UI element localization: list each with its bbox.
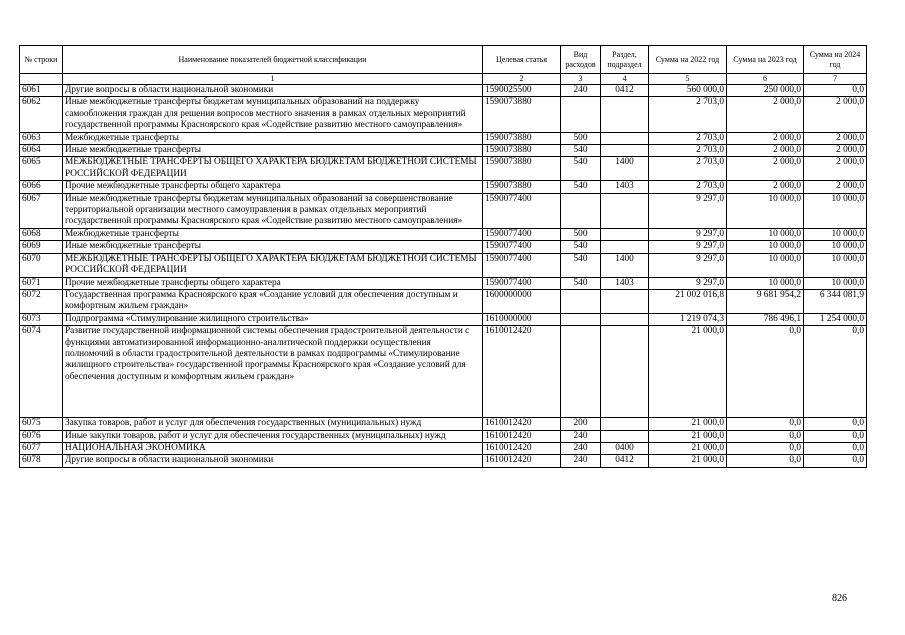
row-target: 1610012420 [483,442,561,454]
row-sum-2024: 6 344 081,9 [804,289,867,313]
row-sum-2022: 9 297,0 [649,193,727,228]
row-sum-2022: 9 297,0 [649,277,727,289]
row-sum-2023: 0,0 [727,430,804,442]
column-number: 1 [63,74,483,85]
row-expense-type [561,193,601,228]
row-sum-2023: 0,0 [727,455,804,467]
row-section: 0412 [601,455,649,467]
row-section: 1400 [601,253,649,277]
row-sum-2024: 10 000,0 [804,253,867,277]
row-number: 6078 [20,455,63,467]
table-row [20,193,867,228]
row-sum-2024: 2 000,0 [804,145,867,157]
row-expense-type [561,326,601,418]
table-row [20,132,867,144]
row-sum-2024: 2 000,0 [804,157,867,181]
row-number: 6070 [20,253,63,277]
row-section [601,132,649,144]
table-row [20,145,867,157]
row-section [601,430,649,442]
row-name: Подпрограмма «Стимулирование жилищного строительства» [63,313,483,325]
row-name: Иные межбюджетные трансферты бюджетам муниципальных образований на поддержку самообложения граждан для решения вопросов местного значения в рамках отдельных мероприятий государственной программы Красноярского края «Содействие развитию местного самоуправления» [63,97,483,132]
row-target: 1610012420 [483,455,561,467]
table-row [20,326,867,418]
header-expense-type: Вид расходов [561,46,601,74]
row-sum-2023: 786 496,1 [727,313,804,325]
row-expense-type: 240 [561,442,601,454]
table-header-row [20,46,867,74]
row-section [601,241,649,253]
row-sum-2024: 0,0 [804,85,867,97]
row-expense-type [561,313,601,325]
table-row [20,430,867,442]
row-expense-type [561,289,601,313]
row-name: НАЦИОНАЛЬНАЯ ЭКОНОМИКА [63,442,483,454]
row-name: Иные межбюджетные трансферты [63,145,483,157]
header-sum-2023: Сумма на 2023 год [727,46,804,74]
row-name: Развитие государственной информационной системы обеспечения градостроительной деятельности с функциями автоматизированной информационно-аналитической поддержки осуществления полномочий в области градостроительной деятельности в рамках подпрограммы «Стимулирование жилищного строительства» государственной программы Красноярского края «Создание условий для обеспечения доступным и комфортным жильем граждан» [63,326,483,418]
row-sum-2022: 21 000,0 [649,442,727,454]
row-number: 6067 [20,193,63,228]
row-number: 6076 [20,430,63,442]
row-number: 6062 [20,97,63,132]
row-section [601,289,649,313]
row-expense-type: 540 [561,241,601,253]
row-target: 1590073880 [483,157,561,181]
column-number [20,74,63,85]
table-row [20,253,867,277]
row-sum-2022: 2 703,0 [649,145,727,157]
row-name: Прочие межбюджетные трансферты общего характера [63,277,483,289]
column-number: 6 [727,74,804,85]
row-sum-2022: 21 000,0 [649,455,727,467]
row-target: 1590073880 [483,132,561,144]
row-sum-2024: 10 000,0 [804,241,867,253]
table-row [20,418,867,430]
row-number: 6077 [20,442,63,454]
row-section [601,193,649,228]
row-number: 6074 [20,326,63,418]
row-target: 1590073880 [483,181,561,193]
row-sum-2023: 10 000,0 [727,277,804,289]
header-row-no: № строки [20,46,63,74]
row-sum-2022: 560 000,0 [649,85,727,97]
row-expense-type [561,97,601,132]
row-expense-type: 240 [561,430,601,442]
row-sum-2024: 0,0 [804,418,867,430]
row-target: 1610000000 [483,313,561,325]
row-sum-2023: 2 000,0 [727,97,804,132]
row-sum-2024: 10 000,0 [804,228,867,240]
column-number: 3 [561,74,601,85]
row-sum-2023: 10 000,0 [727,193,804,228]
row-target: 1590077400 [483,241,561,253]
row-number: 6075 [20,418,63,430]
column-number: 4 [601,74,649,85]
row-expense-type: 240 [561,85,601,97]
row-name: Иные межбюджетные трансферты [63,241,483,253]
row-expense-type: 540 [561,277,601,289]
row-number: 6066 [20,181,63,193]
row-sum-2023: 10 000,0 [727,241,804,253]
row-sum-2022: 21 002 016,8 [649,289,727,313]
column-number: 5 [649,74,727,85]
page-number: 826 [832,593,847,604]
row-sum-2022: 2 703,0 [649,157,727,181]
row-name: МЕЖБЮДЖЕТНЫЕ ТРАНСФЕРТЫ ОБЩЕГО ХАРАКТЕРА БЮДЖЕТАМ БЮДЖЕТНОЙ СИСТЕМЫ РОССИЙСКОЙ ФЕДЕРАЦИИ [63,253,483,277]
row-sum-2023: 0,0 [727,326,804,418]
row-number: 6064 [20,145,63,157]
row-target: 1590077400 [483,253,561,277]
row-sum-2024: 10 000,0 [804,193,867,228]
row-sum-2023: 2 000,0 [727,145,804,157]
row-sum-2022: 9 297,0 [649,241,727,253]
row-sum-2023: 2 000,0 [727,181,804,193]
table-row [20,241,867,253]
table-row [20,85,867,97]
column-number-row [20,74,867,85]
row-name: Другие вопросы в области национальной экономики [63,85,483,97]
row-name: Межбюджетные трансферты [63,132,483,144]
row-sum-2024: 0,0 [804,442,867,454]
row-target: 1590073880 [483,145,561,157]
row-sum-2023: 0,0 [727,442,804,454]
row-section [601,145,649,157]
table-row [20,289,867,313]
row-target: 1610012420 [483,430,561,442]
row-name: Государственная программа Красноярского края «Создание условий для обеспечения доступным и комфортным жильем граждан» [63,289,483,313]
row-section: 1403 [601,277,649,289]
row-expense-type: 540 [561,253,601,277]
row-number: 6061 [20,85,63,97]
row-expense-type: 200 [561,418,601,430]
row-expense-type: 540 [561,181,601,193]
row-section [601,97,649,132]
header-name: Наименование показателей бюджетной классификации [63,46,483,74]
row-name: МЕЖБЮДЖЕТНЫЕ ТРАНСФЕРТЫ ОБЩЕГО ХАРАКТЕРА БЮДЖЕТАМ БЮДЖЕТНОЙ СИСТЕМЫ РОССИЙСКОЙ ФЕДЕРАЦИИ [63,157,483,181]
row-sum-2022: 9 297,0 [649,253,727,277]
row-target: 1590073880 [483,97,561,132]
row-sum-2024: 2 000,0 [804,181,867,193]
row-number: 6072 [20,289,63,313]
table-row [20,97,867,132]
row-name: Прочие межбюджетные трансферты общего характера [63,181,483,193]
row-sum-2022: 9 297,0 [649,228,727,240]
row-expense-type: 500 [561,228,601,240]
row-name: Иные межбюджетные трансферты бюджетам муниципальных образований за совершенствование территориальной организации местного самоуправления в рамках отдельных мероприятий государственной программы Красноярского края «Содействие развитию местного самоуправления» [63,193,483,228]
row-target: 1590077400 [483,228,561,240]
table-row [20,313,867,325]
row-sum-2022: 2 703,0 [649,97,727,132]
row-sum-2022: 1 219 074,3 [649,313,727,325]
row-name: Закупка товаров, работ и услуг для обеспечения государственных (муниципальных) нужд [63,418,483,430]
table-row [20,157,867,181]
row-target: 1610012420 [483,418,561,430]
table-row [20,455,867,467]
row-number: 6073 [20,313,63,325]
table-row [20,277,867,289]
row-expense-type: 540 [561,145,601,157]
row-sum-2023: 10 000,0 [727,253,804,277]
row-name: Межбюджетные трансферты [63,228,483,240]
row-number: 6063 [20,132,63,144]
row-number: 6069 [20,241,63,253]
row-expense-type: 540 [561,157,601,181]
table-row [20,228,867,240]
row-section: 0400 [601,442,649,454]
row-sum-2023: 250 000,0 [727,85,804,97]
row-number: 6065 [20,157,63,181]
row-name: Другие вопросы в области национальной экономики [63,455,483,467]
row-sum-2022: 21 000,0 [649,430,727,442]
column-number: 7 [804,74,867,85]
row-sum-2023: 9 681 954,2 [727,289,804,313]
column-number: 2 [483,74,561,85]
row-sum-2024: 10 000,0 [804,277,867,289]
row-sum-2024: 2 000,0 [804,97,867,132]
row-sum-2024: 0,0 [804,326,867,418]
row-sum-2024: 0,0 [804,430,867,442]
row-target: 1610012420 [483,326,561,418]
row-sum-2023: 0,0 [727,418,804,430]
row-section [601,418,649,430]
row-section: 1403 [601,181,649,193]
row-sum-2022: 21 000,0 [649,418,727,430]
row-sum-2024: 0,0 [804,455,867,467]
header-target: Целевая статья [483,46,561,74]
row-number: 6068 [20,228,63,240]
row-sum-2023: 10 000,0 [727,228,804,240]
row-section [601,228,649,240]
row-number: 6071 [20,277,63,289]
row-section: 1400 [601,157,649,181]
row-name: Иные закупки товаров, работ и услуг для обеспечения государственных (муниципальных) нужд [63,430,483,442]
row-sum-2024: 1 254 000,0 [804,313,867,325]
row-sum-2022: 2 703,0 [649,132,727,144]
row-expense-type: 240 [561,455,601,467]
row-target: 1590077400 [483,277,561,289]
row-section: 0412 [601,85,649,97]
row-section [601,326,649,418]
table-row [20,442,867,454]
header-sum-2024: Сумма на 2024 год [804,46,867,74]
row-expense-type: 500 [561,132,601,144]
row-target: 1590077400 [483,193,561,228]
row-sum-2022: 2 703,0 [649,181,727,193]
row-sum-2023: 2 000,0 [727,157,804,181]
row-target: 1600000000 [483,289,561,313]
row-sum-2024: 2 000,0 [804,132,867,144]
row-sum-2022: 21 000,0 [649,326,727,418]
row-sum-2023: 2 000,0 [727,132,804,144]
header-section: Раздел, подраздел [601,46,649,74]
budget-table [19,45,867,468]
row-target: 1590025500 [483,85,561,97]
header-sum-2022: Сумма на 2022 год [649,46,727,74]
row-section [601,313,649,325]
table-row [20,181,867,193]
